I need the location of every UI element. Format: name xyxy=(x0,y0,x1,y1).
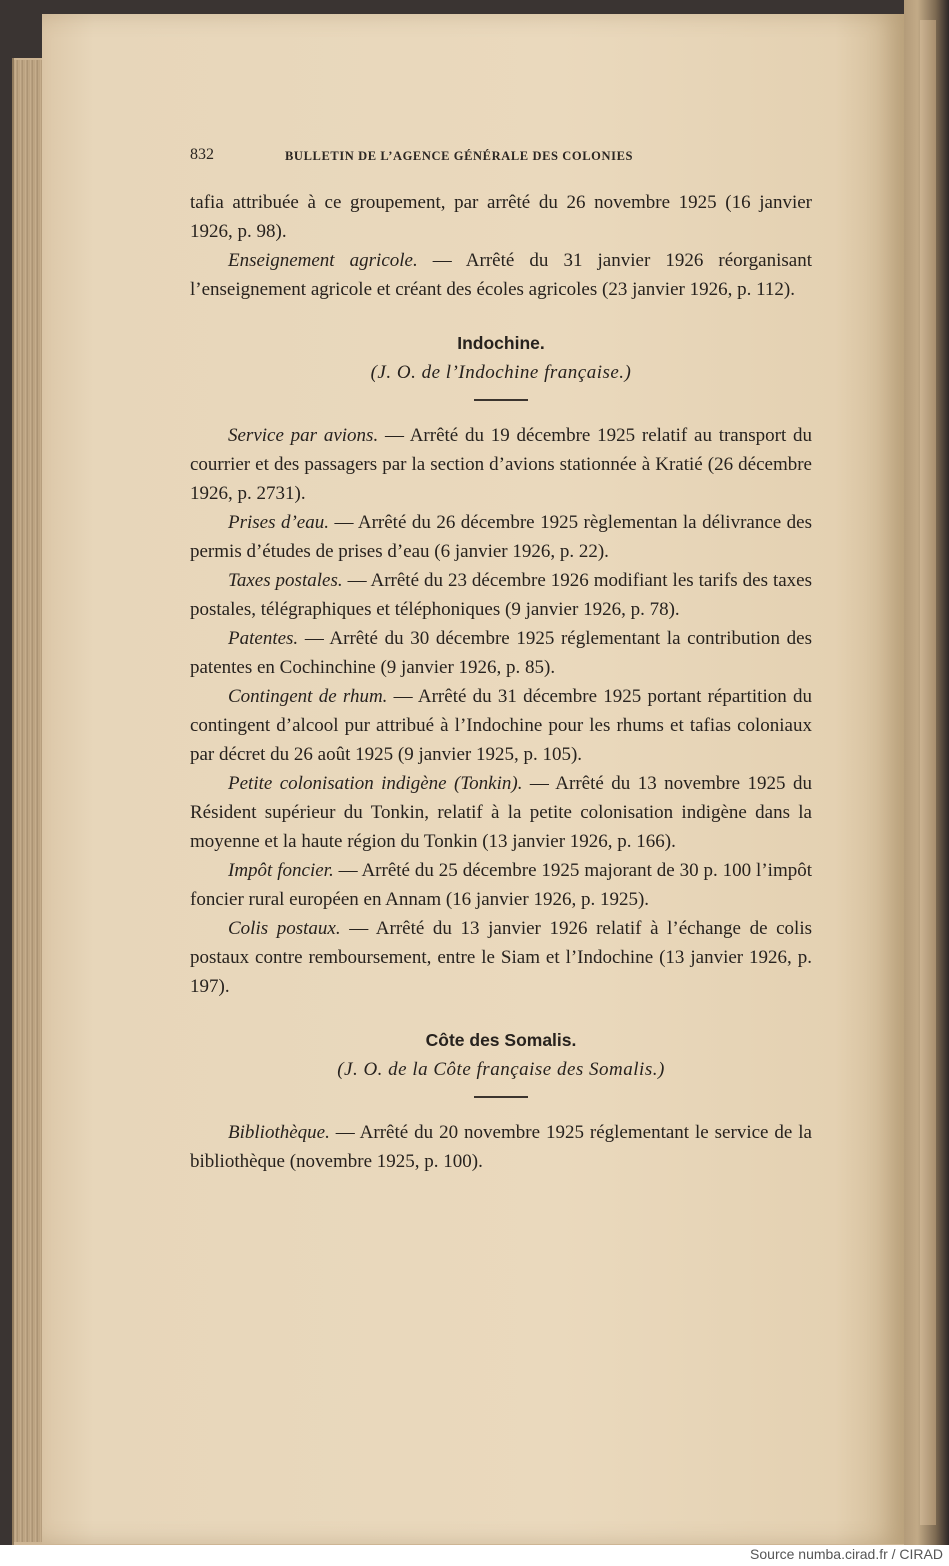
entry-text: — Arrêté du 20 novembre 1925 réglementant le service de la bibliothèque (novembre 1925, p. 100). xyxy=(190,1122,812,1172)
entry-title: Patentes. xyxy=(228,628,299,649)
entry-title: Bibliothèque. xyxy=(228,1122,330,1143)
entry-title: Service par avions. xyxy=(228,425,379,446)
entry-text: — Arrêté du 31 janvier 1926 réorganisant l’enseignement agricole et créant des écoles agricoles (23 janvier 1926, p. 112). xyxy=(190,250,812,300)
entry-text: — Arrêté du 23 décembre 1926 modifiant les tarifs des taxes postales, télégraphiques et téléphoniques (9 janvier 1926, p. 78). xyxy=(190,570,812,620)
entry-text: — Arrêté du 25 décembre 1925 majorant de 30 p. 100 l’impôt foncier rural européen en Annam (16 janvier 1926, p. 1925). xyxy=(190,860,813,910)
page-edges-right xyxy=(920,20,936,1525)
page-edges-left xyxy=(14,60,44,1542)
entry-title: Contingent de rhum. xyxy=(228,686,388,707)
entry-patentes xyxy=(190,624,812,682)
entry-title: Prises d’eau. xyxy=(228,512,329,533)
entry-title: Enseignement agricole. xyxy=(228,250,418,271)
page-number: 832 xyxy=(190,146,214,163)
section-title-indochine: Indochine. xyxy=(457,333,545,353)
entry-impot-foncier xyxy=(190,856,812,914)
entry-text: — Arrêté du 30 décembre 1925 réglementant la contribution des patentes en Cochinchine (9 janvier 1926, p. 85). xyxy=(190,628,812,678)
entry-petite-colonisation xyxy=(190,769,812,856)
entry-text: — Arrêté du 31 décembre 1925 portant répartition du contingent d’alcool pur attribué à l’Indochine pour les rhums et tafias coloniaux par décret du 26 août 1925 (9 janvier 1925, p. 105). xyxy=(190,686,812,765)
entry-bibliotheque xyxy=(190,1118,812,1176)
section-source-somalis: (J. O. de la Côte française des Somalis.) xyxy=(337,1059,665,1080)
entry-title: Petite colonisation indigène (Tonkin). xyxy=(228,773,523,794)
entry-text: — Arrêté du 26 décembre 1925 règlementan la délivrance des permis d’études de prises d’eau (6 janvier 1926, p. 22). xyxy=(190,512,812,562)
source-credit: Source numba.cirad.fr / CIRAD xyxy=(750,1546,943,1562)
entry-service-par-avions xyxy=(190,421,812,508)
entry-title: Colis postaux. xyxy=(228,918,341,939)
entry-prises-d-eau xyxy=(190,508,812,566)
entry-contingent-de-rhum xyxy=(190,682,812,769)
section-divider xyxy=(474,399,528,401)
running-head: BULLETIN DE L’AGENCE GÉNÉRALE DES COLONIES xyxy=(285,149,634,163)
entry-title: Taxes postales. xyxy=(228,570,343,591)
entry-text: — Arrêté du 13 novembre 1925 du Résident supérieur du Tonkin, relatif à la petite colonisation indigène dans la moyenne et la haute région du Tonkin (13 janvier 1926, p. 166). xyxy=(190,773,812,852)
section-source-indochine: (J. O. de l’Indochine française.) xyxy=(370,362,632,383)
entry-enseignement-agricole xyxy=(190,246,812,304)
page-body xyxy=(190,188,812,1176)
entry-colis-postaux xyxy=(190,914,812,1001)
continuation-paragraph: tafia attribuée à ce groupement, par arrêté du 26 novembre 1925 (16 janvier 1926, p. 98). xyxy=(190,192,812,242)
entry-text: — Arrêté du 19 décembre 1925 relatif au transport du courrier et des passagers par la section d’avions stationnée à Kratié (26 décembre 1926, p. 2731). xyxy=(190,425,813,504)
entry-taxes-postales xyxy=(190,566,812,624)
section-title-somalis: Côte des Somalis. xyxy=(425,1030,577,1050)
entry-title: Impôt foncier. xyxy=(228,860,334,881)
section-divider xyxy=(474,1096,528,1098)
entry-text: — Arrêté du 13 janvier 1926 relatif à l’échange de colis postaux contre remboursement, entre le Siam et l’Indochine (13 janvier 1926, p. 197). xyxy=(190,918,812,997)
page-header xyxy=(190,146,812,170)
